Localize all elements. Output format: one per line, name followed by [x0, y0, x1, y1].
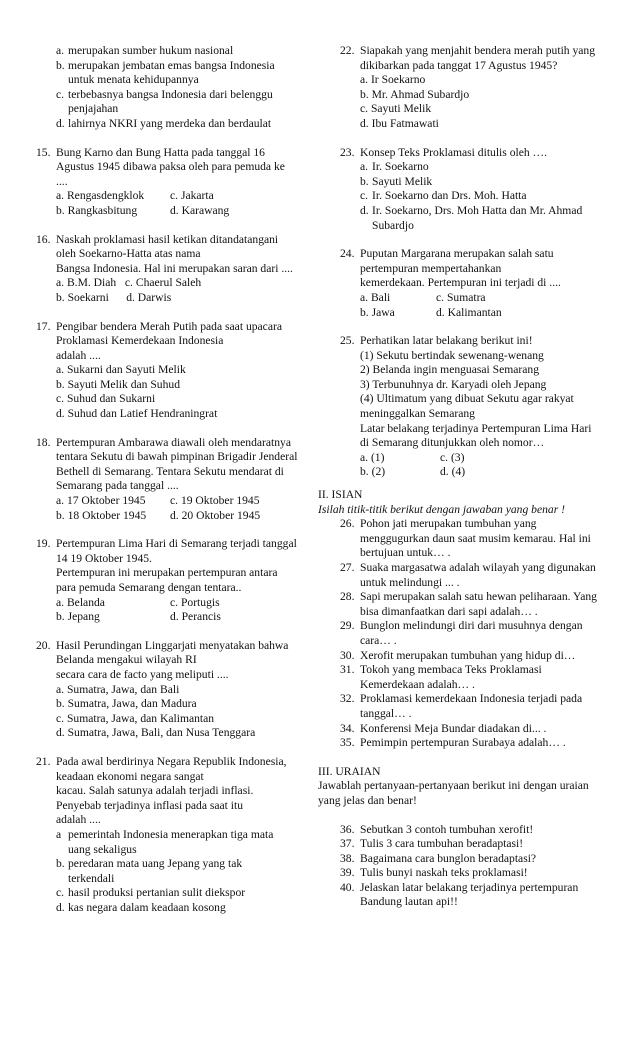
uraian-item-40: 40. Jelaskan latar belakang terjadinya pertempuran Bandung lautan api!! — [340, 880, 579, 909]
option-b: b. Sayuti Melik — [360, 174, 433, 188]
question-14-options — [36, 44, 318, 132]
q14-option-d: d. lahirnya NKRI yang merdeka dan berdaulat — [56, 116, 272, 130]
option-c: c. Sumatra — [436, 290, 486, 304]
option-d: d. 20 Oktober 1945 — [170, 508, 261, 522]
question-19 — [36, 537, 318, 625]
q14-option-b: b. merupakan jembatan emas bangsa Indonesia untuk menata kehidupannya — [56, 58, 275, 87]
question-number: 18. — [36, 435, 51, 449]
section-instruction: Jawablah pertanyaan-pertanyaan berikut ini dengan uraian yang jelas dan benar! — [318, 779, 589, 807]
option-d: d. Sumatra, Jawa, Bali, dan Nusa Tenggara — [56, 726, 256, 740]
isian-item-28: 28. Sapi merupakan salah satu hewan peliharaan. Yang bisa dimanfaatkan dari sapi adalah… . — [340, 590, 597, 618]
uraian-item-39: 39. Tulis bunyi naskah teks proklamasi! — [340, 866, 528, 880]
option-d: d. Suhud dan Latief Hendraningrat — [56, 407, 218, 421]
question-25 — [340, 334, 618, 480]
question-15 — [36, 146, 318, 219]
question-text: Siapakah yang menjahit bendera merah putih yang dikibarkan pada tanggat 17 Agustus 1945? — [360, 44, 596, 72]
isian-item-29: 29. Bunglon melindungi diri dari musuhnya dengan cara… . — [340, 619, 583, 647]
isian-item-35: 35. Pemimpin pertempuran Surabaya adalah… . — [340, 736, 566, 750]
option-d: d. Kalimantan — [436, 305, 502, 319]
option-c: c. hasil produksi pertanian sulit diekspor — [56, 886, 246, 900]
option-a: a. Ir. Soekarno — [360, 160, 429, 174]
option-a: a. Rengasdengklok — [56, 189, 145, 203]
option-c: c. (3) — [440, 450, 465, 464]
section-title: II. ISIAN — [318, 488, 363, 502]
option-c: c. Portugis — [170, 595, 220, 609]
option-b: b. Jepang — [56, 610, 100, 624]
option-b: b. Mr. Ahmad Subardjo — [360, 87, 470, 101]
option-d: d. Perancis — [170, 610, 221, 624]
question-16 — [36, 233, 318, 306]
option-b: b. Jawa — [360, 305, 395, 319]
question-text: Pengibar bendera Merah Putih pada saat upacara Proklamasi Kemerdekaan Indonesia adalah .... — [56, 319, 282, 362]
question-number: 22. — [340, 44, 355, 57]
option-c: c. Sumatra, Jawa, dan Kalimantan — [56, 711, 215, 725]
option-a: a. Belanda — [56, 595, 105, 609]
isian-item-27: 27. Suaka margasatwa adalah wilayah yang digunakan untuk melindungi ... . — [340, 561, 596, 589]
option-d: d. Ibu Fatmawati — [360, 116, 439, 130]
isian-item-32: 32. Proklamasi kemerdekaan Indonesia terjadi pada tanggal… . — [340, 692, 583, 720]
q14-option-c: c. terbebasnya bangsa Indonesia dari belenggu penjajahan — [56, 87, 273, 116]
option-d: d. Ir. Soekarno, Drs. Moh Hatta dan Mr. Ahmad Subardjo — [360, 203, 583, 232]
question-number: 20. — [36, 638, 51, 652]
question-text: Perhatikan latar belakang berikut ini! (1) Sekutu bertindak sewenang-wenang 2) Belanda ingin menguasai Semarang 3) Terbunuhnya dr. Karyadi oleh Jepang (4) Ultimatum yang dibuat Sekutu agar rakyat meninggalkan Semarang Latar belakang terjadinya Pertempuran Lima Hari di Semarang ditunjukkan oleh nomor… — [360, 334, 592, 450]
section-uraian — [318, 765, 618, 910]
option-a: a. Sukarni dan Sayuti Melik — [56, 363, 186, 377]
question-18 — [36, 436, 318, 524]
uraian-item-36: 36. Sebutkan 3 contoh tumbuhan xerofit! — [340, 822, 534, 836]
option-a: a. (1) — [360, 450, 385, 464]
option-c: c. Suhud dan Sukarni — [56, 392, 156, 406]
question-text: Puputan Margarana merupakan salah satu pertempuran mempertahankan kemerdekaan. Pertempuran ini terjadi di .... — [360, 247, 561, 290]
option-d: d. kas negara dalam keadaan kosong — [56, 900, 226, 914]
uraian-item-38: 38. Bagaimana cara bunglon beradaptasi? — [340, 851, 537, 865]
question-number: 21. — [36, 754, 51, 768]
section-title: III. URAIAN — [318, 764, 381, 778]
q14-option-a: a. merupakan sumber hukum nasional — [56, 44, 234, 57]
question-number: 23. — [340, 145, 355, 159]
question-number: 24. — [340, 247, 355, 261]
question-number: 16. — [36, 232, 51, 246]
option-b: b. (2) — [360, 465, 386, 479]
question-text: Pada awal berdirinya Negara Republik Indonesia, keadaan ekonomi negara sangat kacau. Salah satunya adalah terjadi inflasi. Penyebab terjadinya inflasi pada saat itu adalah .... — [56, 754, 287, 827]
question-number: 19. — [36, 537, 51, 551]
option-b: b. peredaran mata uang Jepang yang tak terkendali — [56, 857, 243, 885]
option-a: a. Ir Soekarno — [360, 73, 426, 87]
uraian-item-37: 37. Tulis 3 cara tumbuhan beradaptasi! — [340, 837, 524, 851]
option-a: a. 17 Oktober 1945 — [56, 494, 146, 508]
question-text: Pertempuran Ambarawa diawali oleh mendaratnya tentara Sekutu di bawah pimpinan Brigadir Jenderal Bethell di Semarang. Tentara Sekutu mendarat di Semarang pada tanggal .... — [56, 435, 298, 493]
option-b-d: b. Soekarni d. Darwis — [56, 290, 172, 304]
question-number: 15. — [36, 145, 51, 159]
section-instruction: Isilah titik-titik berikut dengan jawaban yang benar ! — [318, 502, 565, 516]
question-24 — [340, 247, 618, 320]
option-d: d. (4) — [440, 465, 466, 479]
question-text: Hasil Perundingan Linggarjati menyatakan bahwa Belanda mengakui wilayah RI secara cara de facto yang meliputi .... — [56, 638, 289, 681]
option-c: c. Sayuti Melik — [360, 102, 432, 116]
question-20 — [36, 639, 318, 741]
left-column — [36, 44, 318, 915]
option-a-c: a. B.M. Diah c. Chaerul Saleh — [56, 276, 202, 290]
option-c: c. Ir. Soekarno dan Drs. Moh. Hatta — [360, 189, 527, 203]
question-23 — [340, 146, 618, 234]
question-number: 17. — [36, 319, 51, 333]
isian-item-34: 34. Konferensi Meja Bundar diadakan di... . — [340, 721, 547, 735]
option-b: b. Sumatra, Jawa, dan Madura — [56, 697, 197, 711]
question-text: Konsep Teks Proklamasi ditulis oleh …. — [360, 145, 548, 159]
question-text: Bung Karno dan Bung Hatta pada tanggal 16 Agustus 1945 dibawa paksa oleh para pemuda ke .... — [56, 145, 285, 188]
question-22 — [340, 44, 618, 132]
option-c: c. 19 Oktober 1945 — [170, 494, 260, 508]
isian-items — [340, 517, 618, 751]
question-text: Pertempuran Lima Hari di Semarang terjadi tanggal 14 19 Oktober 1945. Pertempuran ini merupakan pertempuran antara para pemuda Semarang dengan tentara.. — [56, 537, 297, 594]
isian-item-26: 26. Pohon jati merupakan tumbuhan yang menggugurkan daun saat musim kemarau. Hal ini bertujuan untuk… . — [340, 517, 591, 560]
right-column — [318, 44, 618, 910]
section-isian — [318, 488, 618, 751]
option-a: a. Bali — [360, 290, 391, 304]
question-text: Naskah proklamasi hasil ketikan ditandatangani oleh Soekarno-Hatta atas nama Bangsa Indonesia. Hal ini merupakan saran dari .... — [56, 232, 293, 275]
option-b: b. Rangkasbitung — [56, 203, 138, 217]
question-number: 25. — [340, 334, 355, 348]
option-a: a pemerintah Indonesia menerapkan tiga mata uang sekaligus — [56, 827, 274, 856]
option-a: a. Sumatra, Jawa, dan Bali — [56, 682, 180, 696]
option-b: b. 18 Oktober 1945 — [56, 508, 147, 522]
option-b: b. Sayuti Melik dan Suhud — [56, 377, 180, 391]
option-c: c. Jakarta — [170, 189, 214, 203]
isian-item-31: 31. Tokoh yang membaca Teks Proklamasi Kemerdekaan adalah… . — [340, 663, 542, 691]
question-21 — [36, 755, 318, 916]
option-d: d. Karawang — [170, 203, 230, 217]
question-17 — [36, 320, 318, 422]
uraian-items — [340, 823, 618, 911]
isian-item-30: 30. Xerofit merupakan tumbuhan yang hidup di… — [340, 648, 576, 662]
